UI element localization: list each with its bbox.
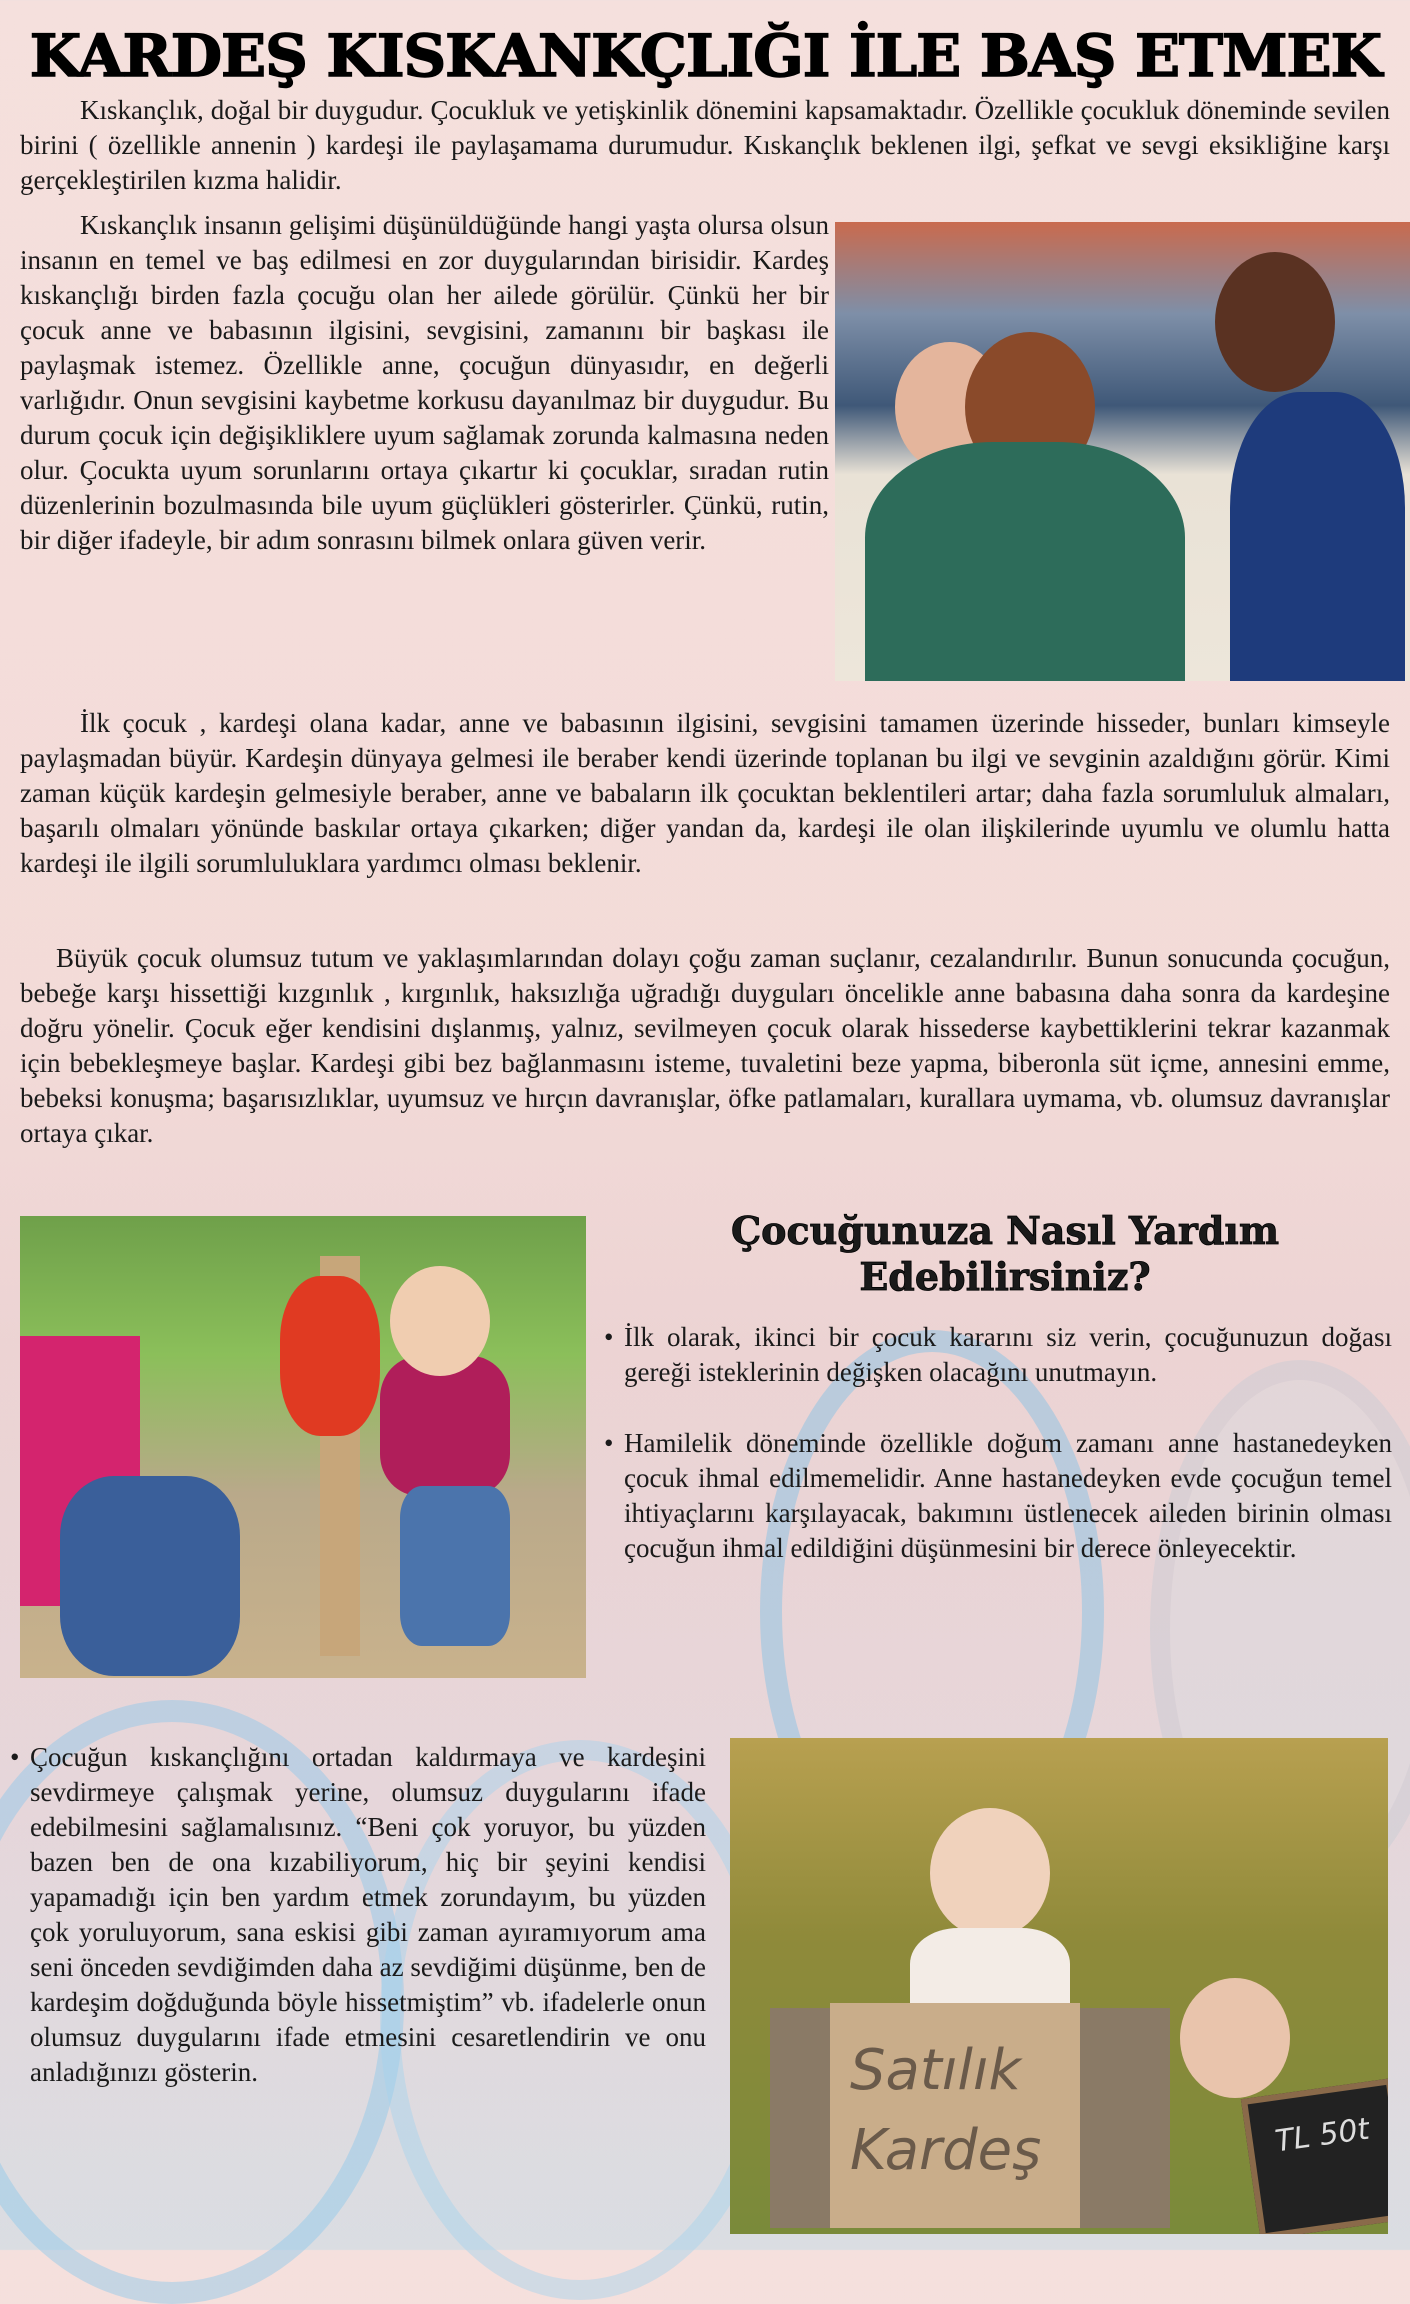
help-heading: Çocuğunuza Nasıl Yardım Edebilirsiniz? [730, 1208, 1280, 1299]
sign-text: Kardeş [850, 2118, 1042, 2183]
sign-text: Satılık [850, 2038, 1021, 2103]
intro-paragraph: Kıskançlık, doğal bir duygudur. Çocukluk ve yetişkinlik dönemini kapsamaktadır. Özellikle çocukluk döneminde sevilen birini ( özellikle annenin ) kardeşi ile paylaşamama durumudur. Kıskançlık beklenen ilgi, şefkat ve sevgi eksikliğine karşı gerçekleştirilen kızma halidir. [20, 95, 1390, 195]
bullet-item: • Hamilelik döneminde özellikle doğum zamanı anne hastanedeyken çocuk ihmal edilmemelidir. Anne hastanedeyken evde çocuğun temel ihtiyaçlarını karşılayacak, bakımını üstlenecek aileden birinin olması çocuğun ihmal edildiğini düşünmesini bir derece önleyecektir. [602, 1426, 1392, 1566]
bullet-item: • Çocuğun kıskançlığını ortadan kaldırmaya ve kardeşini sevdirmeye çalışmak yerine, olumsuz duygularını ifade edebilmesini sağlamalısınız. “Beni çok yoruyor, bu yüzden bazen ben de ona kızabiliyorum, hiç bir şeyini kendisi yapamadığı için ben yardım etmek zorundayım, bu yüzden çok yoruluyorum, sana eskisi gibi zaman ayıramıyorum ama seni önceden sevdiğimden daha az sevdiğimi düşünme, ben de kardeşim doğduğunda böyle hissetmiştim” vb. ifadelerle onun olumsuz duygularını ifade etmesini cesaretlendirin ve onu anladığınızı gösterin. [8, 1740, 706, 2090]
for-sale-sibling-photo [730, 1738, 1388, 2234]
paragraph-2: Kıskançlık insanın gelişimi düşünüldüğünde hangi yaşta olursa olsun insanın en temel ve baş edilmesi en zor duygularından birisidir. Kardeş kıskançlığı birden fazla çocuğu olan her ailede görülür. Çünkü her bir çocuk anne ve babasının ilgisini, sevgisini, zamanını bir başkası ile paylaşmak istemez. Özellikle anne, çocuğun dünyasıdır, en değerli varlığıdır. Onun sevgisini kaybetme korkusu dayanılmaz bir duygudur. Bu durum çocuk için değişikliklere uyum sağlamak zorunda kalmasına neden olur. Çocukta uyum sorunlarını ortaya çıkartır ki çocuklar, sıradan rutin düzenlerinin bozulmasında bile uyum güçlükleri gösterirler. Çünkü, rutin, bir diğer ifadeyle, bir adım sonrasını bilmek onlara güven verir. [20, 210, 829, 555]
playground-children-photo [20, 1216, 586, 1678]
paragraph-3: İlk çocuk , kardeşi olana kadar, anne ve babasının ilgisini, sevgisini tamamen üzerinde hisseder, bunları kimseyle paylaşmadan büyür. Kardeşin dünyaya gelmesi ile beraber kendi üzerinde toplanan bu ilgi ve sevginin azaldığını görür. Kimi zaman küçük kardeşin gelmesiyle beraber, anne ve babaların ilk çocuktan beklentileri artar; daha fazla sorumluluk almaları, başarılı olmaları yönünde baskılar ortaya çıkarken; diğer yandan da, kardeşi ile olan ilişkilerinde uyumlu ve olumlu hatta kardeşi ile ilgili sorumluluklara yardımcı olması beklenir. [20, 708, 1390, 878]
bullet-item: • İlk olarak, ikinci bir çocuk kararını siz verin, çocuğunuzun doğası gereği isteklerinin değişken olacağını unutmayın. [602, 1320, 1392, 1390]
paragraph-4: Büyük çocuk olumsuz tutum ve yaklaşımlarından dolayı çoğu zaman suçlanır, cezalandırılır. Bunun sonucunda çocuğun, bebeğe karşı hissettiği kızgınlık , kırgınlık, haksızlığa uğradığı duyguları öncelikle anne babasına daha sonra da kardeşine doğru yönelir. Çocuk eğer kendisini dışlanmış, yalnız, sevilmeyen çocuk olarak hissederse kaybettiklerini tekrar kazanmak için bebekleşmeye başlar. Kardeşi gibi bez bağlanmasını isteme, tuvaletini beze yapma, biberonla süt içme, annesini emme, bebeksi konuşma; başarısızlıklar, uyumsuz ve hırçın davranışlar, öfke patlamaları, kurallara uymama, vb. olumsuz davranışlar ortaya çıkar. [20, 943, 1390, 1148]
mother-children-photo [835, 222, 1410, 681]
page-title: KARDEŞ KISKANKÇLIĞI İLE BAŞ ETMEK [29, 22, 1381, 90]
board-text: TL 50t [1273, 2111, 1372, 2160]
